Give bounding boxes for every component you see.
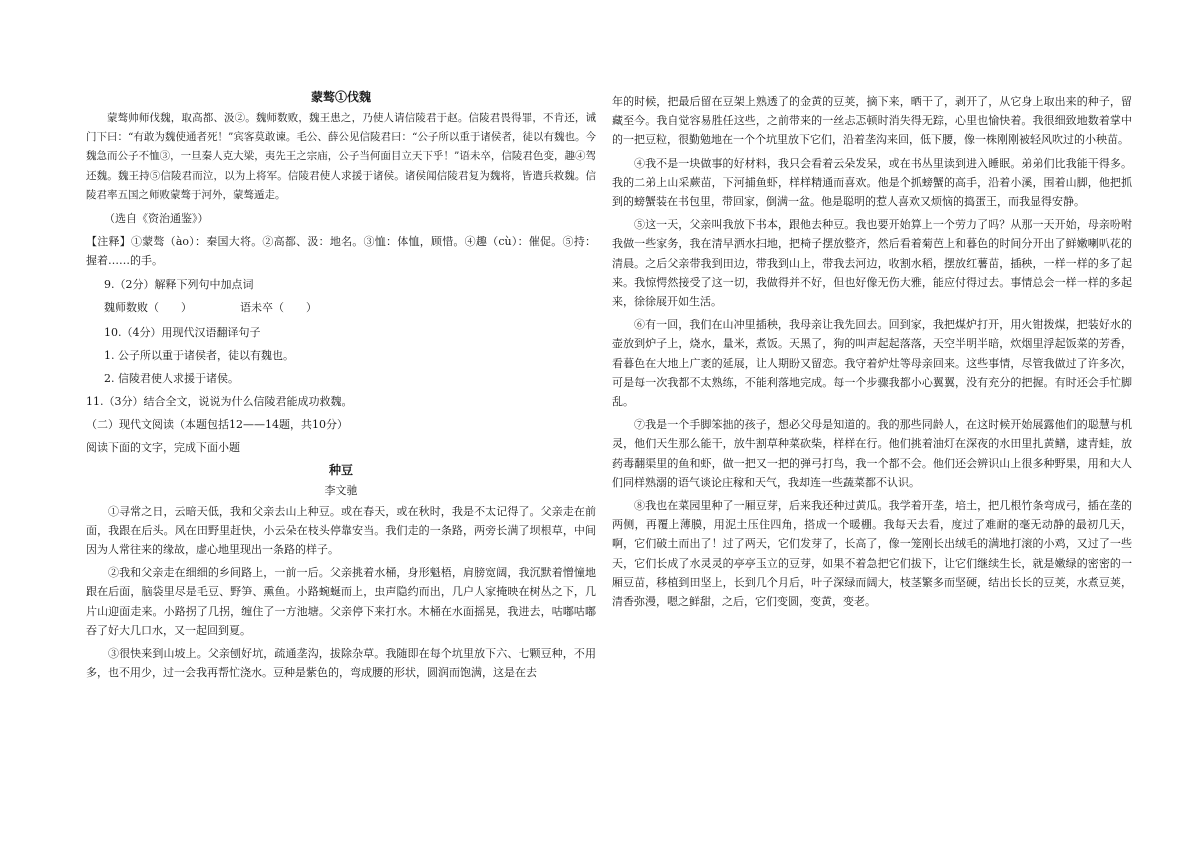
section-2-instruction: 阅读下面的文字，完成下面小题: [86, 440, 240, 454]
question-9: 9.（2分）解释下列句中加点词: [104, 277, 254, 291]
question-11: 11.（3分）结合全文，说说为什么信陵君能成功救魏。: [86, 394, 353, 408]
essay-paragraph-3: ③很快来到山坡上。父亲刨好坑，疏通垄沟，拔除杂草。我随即在每个坑里放下六、七颗豆种，不用多，也不用少，过一会我再帮忙浇水。豆种是紫色的，弯成腰的形状，圆润而饱满，这是在去: [86, 647, 596, 680]
essay-paragraph-4: ④我不是一块做事的好材料，我只会看着云朵发呆，或在书丛里读到进入睡眠。弟弟们比我能干得多。我的二弟上山采蕨苗，下河捕鱼虾，样样精通而喜欢。他是个抓螃蟹的高手，沿着小溪，围着山脚，他把抓到的螃蟹装在书包里，带回家，倒满一盆。他是聪明的惹人喜欢又烦恼的捣蛋王，而我显得安静。: [612, 156, 1132, 209]
classical-text-title: 蒙骜①伐魏: [310, 90, 371, 104]
essay-title: 种豆: [328, 462, 353, 477]
essay-paragraph-5: ⑤这一天，父亲叫我放下书本，跟他去种豆。我也要开始算上一个劳力了吗？从那一天开始，母亲吩咐我做一些家务，我在清早洒水扫地，把椅子摆放整齐，然后看着菊芭上和暮色的时间分开出了鲜嫩喇叭花的清晨。之后父亲带我到田边，带我到山上，带我去河边，收割水稻，摆放红薯苗，插秧，一样一样的多了起来。我惊愕然接受了这一切，我做得并不好，但也好像无伤大雅，能应付得过去。事情总会一样一样的多起来，徐徐展开如生活。: [612, 218, 1132, 309]
classical-text-body: 蒙骜帅师伐魏，取高都、汲②。魏师数败，魏王患之，乃使人请信陵君于赵。信陵君畏得罪，不肯还，诫门下曰：“有敢为魏使通者死！”宾客莫敢谏。毛公、薛公见信陵君曰：“公子所以重于诸侯者，徒以有魏也。今魏急而公子不恤③，一旦秦人克大梁，夷先王之宗庙，公子当何面目立天下乎！”语未卒，信陵君色变，趣④驾还魏。魏王持⑤信陵君而泣，以为上将军。信陵君使人求援于诸侯。诸侯闻信陵君复为魏将，皆遣兵救魏。信陵君率五国之师败蒙骜于河外，蒙骜遁走。: [86, 112, 596, 201]
essay-paragraph-6: ⑥有一回，我们在山冲里插秧，我母亲让我先回去。回到家，我把煤炉打开，用火钳拨煤，把装好水的壶放到炉子上，烧水，量米，煮饭。天黑了，狗的叫声起起落落，天空半明半暗，炊烟里浮起饭菜的芳香，看暮色在大地上广袤的延展，让人期盼又留恋。我守着炉灶等母亲回来。这些事情，尽管我做过了许多次，可是每一次我都不太熟练，不能利落地完成。每一个步骤我都小心翼翼，没有充分的把握。有时还会手忙脚乱。: [612, 318, 1132, 409]
essay-paragraph-8: ⑧我也在菜园里种了一厢豆芽，后来我还种过黄瓜。我学着开垄，培土，把几根竹条弯成弓，插在垄的两侧，再覆上薄膜，用泥土压住四角，搭成一个暖棚。我每天去看，度过了难耐的毫无动静的最初几天，啊，它们破土而出了！过了两天，它们发芽了，长高了，像一笼刚长出绒毛的满地打滚的小鸡，又过了一些天，它们长成了水灵灵的亭亭玉立的豆芽，如果不着急把它们拔下，让它们继续生长，就是嫩绿的密密的一厢豆苗，移植到田坚上，长到几个月后，叶子深绿而阔大，枝茎繁多而坚硬，结出长长的豆荚，水煮豆荚，清香弥漫，嗯之鲜甜，之后，它们变圆，变黄，变老。: [612, 499, 1132, 609]
annotation-notes: 【注释】①蒙骜（ào）：秦国大将。②高都、汲：地名。③恤：体恤，顾惜。④趣（cù）：催促。⑤持：握着……的手。: [86, 235, 596, 268]
question-10: 10.（4分）用现代汉语翻译句子: [104, 325, 261, 339]
essay-paragraph-7: ⑦我是一个手脚笨拙的孩子，想必父母是知道的。我的那些同龄人，在这时候开始展露他们的聪慧与机灵，他们天生那么能干，放牛割草种菜砍柴，样样在行。他们挑着油灯在深夜的水田里扎黄鳝，逮青蛙，放药毒翻渠里的鱼和虾，做一把又一把的弹弓打鸟，我一个都不会。他们还会辨识山上很多种野果，用和大人们同样熟溺的语气谈论庄稼和天气，我却连一些蔬菜都不认识。: [612, 418, 1132, 489]
source-citation: （选自《资治通鉴》）: [104, 212, 209, 226]
essay-paragraph-3-cont: 年的时候，把最后留在豆架上熟透了的金黄的豆荚，摘下来，晒干了，剥开了，从它身上取出来的种子，留藏至今。我自觉容易胜任这些，之前带来的一丝忐忑顿时消失得无踪，心里也愉快着。我很细致地数着掌中的一把豆粒，很勤勉地在一个个坑里放下它们，沿着垄沟来回，低下腰，像一株刚刚被轻风吹过的小秧苗。: [612, 95, 1132, 147]
question-10-item-2: 2. 信陵君使人求援于诸侯。: [104, 371, 239, 385]
question-10-item-1: 1. 公子所以重于诸侯者，徒以有魏也。: [104, 348, 294, 362]
essay-paragraph-2: ②我和父亲走在细细的乡间路上，一前一后。父亲挑着水桶，身形魁梧，肩膀宽阔，我沉默着憎憧地跟在后面，脑袋里尽是毛豆、野笋、熏鱼。小路蜿蜒而上，虫声隐约而出，几户人家掩映在树丛之下，几片山迎面走来。小路拐了几拐，缠住了一方池塘。父亲停下来打水。木桶在水面摇晃，我进去，咕嘟咕嘟吞了好大几口水，又一起回到夏。: [86, 566, 596, 637]
question-9-item-b: 语未卒（ ）: [240, 300, 317, 314]
question-9-items: [104, 298, 596, 317]
left-column: [86, 88, 596, 686]
right-column: [612, 92, 1132, 615]
essay-paragraph-1: ①寻常之日，云暗天低，我和父亲去山上种豆。或在春天，或在秋时，我是不太记得了。父亲走在前面，我跟在后头。风在田野里赶快，小云朵在枝头停靠安当。我们走的一条路，两旁长满了坝根草，中间因为人常往来的缘故，虚心地里现出一条路的样子。: [86, 504, 596, 557]
section-2-heading: （二）现代文阅读（本题包括12——14题，共10分）: [86, 417, 348, 431]
essay-author: 李文驰: [324, 483, 358, 497]
question-9-item-a: 魏师数败（ ）: [104, 300, 192, 314]
